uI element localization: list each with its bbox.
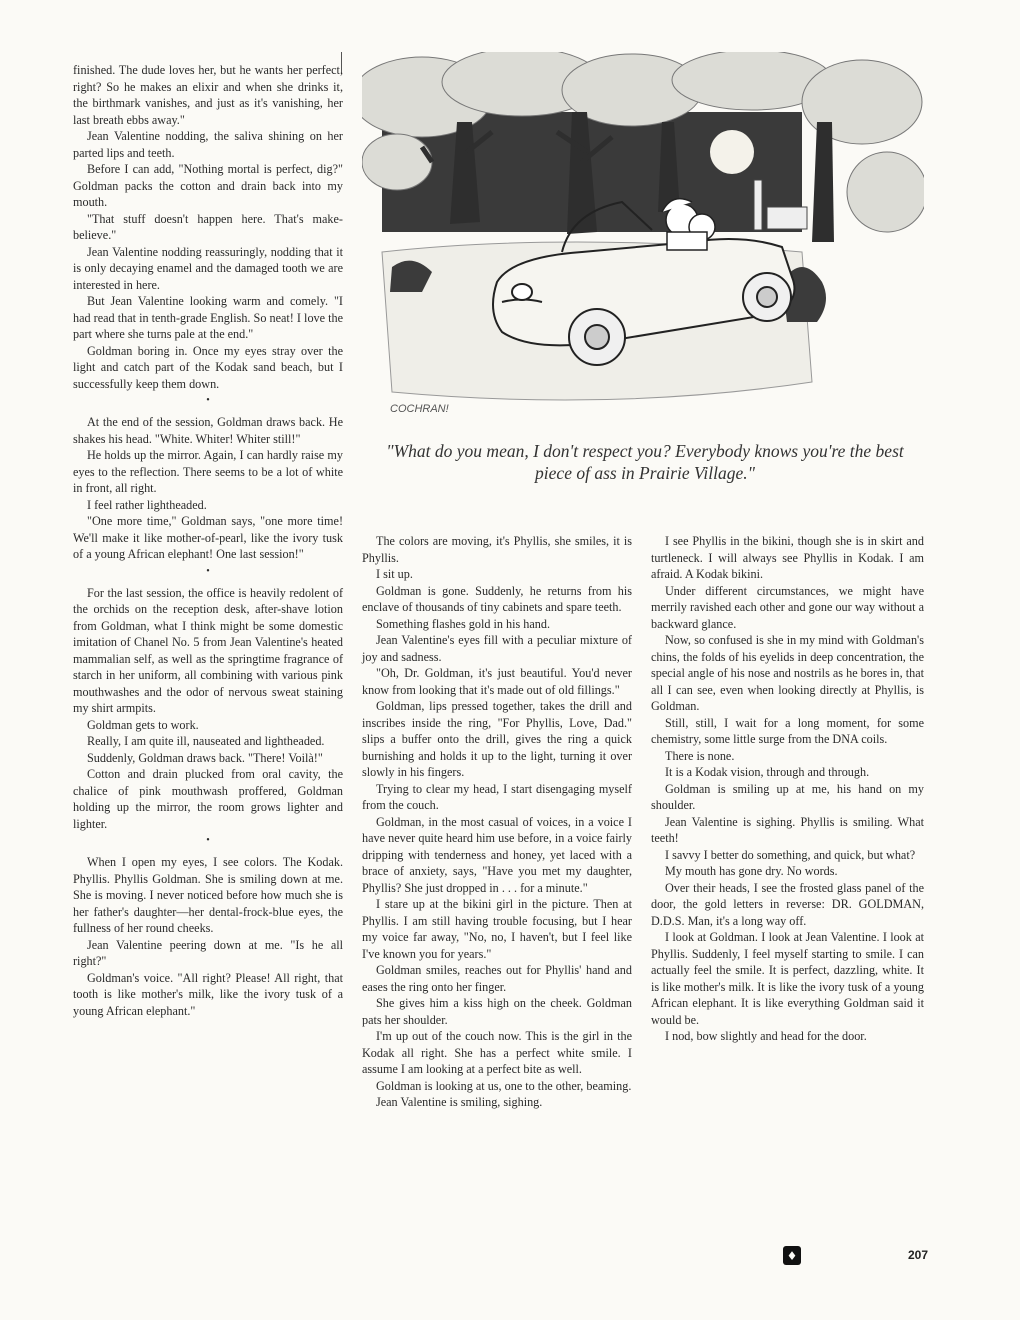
paragraph: Goldman's voice. "All right? Please! All right, that tooth is like mother's milk, like the ivory tusk of a young African elephant." (73, 970, 343, 1018)
paragraph: finished. The dude loves her, but he wants her perfect, right? So he makes an elixir and when she drinks it, the birthmark vanishes, and just as it's vanishing, her last breath ebbs away." (73, 63, 343, 127)
paragraph: Something flashes gold in his hand. (376, 616, 550, 631)
paragraph: "Oh, Dr. Goldman, it's just beautiful. You'd never know from looking that it's made out of old fillings." (362, 666, 632, 697)
page-number: 207 (908, 1248, 929, 1262)
moon-icon (710, 130, 754, 174)
paragraph: Goldman is smiling up at me, his hand on my shoulder. (651, 781, 924, 812)
paragraph: I feel rather lightheaded. (87, 497, 207, 512)
paragraph: Goldman smiles, reaches out for Phyllis' hand and eases the ring onto her finger. (362, 963, 632, 994)
paragraph: Under different circumstances, we might have merrily ravished each other and gone our way without a backward glance. (651, 583, 924, 631)
text-column-2 (362, 533, 632, 1111)
paragraph: Over their heads, I see the frosted glass panel of the door, the gold letters in reverse: DR. GOLDMAN, D.D.S. Man, it's a long way off. (651, 880, 924, 928)
paragraph: I savvy I better do something, and quick, but what? (665, 847, 916, 862)
paragraph: Goldman, in the most casual of voices, in a voice I have never quite heard him use before, in a voice fairly dripping with tenderness and honey, yet laced with a brace of anxiety, says, "Have you met my daughter, Phyllis? She just dropped in . . . for a minute." (362, 814, 632, 895)
rabbit-head-icon: ♦ (783, 1246, 801, 1265)
paragraph: He holds up the mirror. Again, I can hardly raise my eyes to the reflection. There seems to be a lot of white in front, all right. (73, 448, 343, 495)
paragraph: Before I can add, "Nothing mortal is perfect, dig?" Goldman packs the cotton and drain back into my mouth. (73, 162, 343, 209)
cartoonist-signature: COCHRAN! (390, 403, 449, 415)
paragraph: It is a Kodak vision, through and through. (665, 765, 870, 779)
paragraph: Jean Valentine peering down at me. "Is he all right?" (73, 937, 343, 968)
paragraph: Jean Valentine is smiling, sighing. (376, 1095, 543, 1109)
paragraph: I see Phyllis in the bikini, though she is in skirt and turtleneck. I will always see Phyllis in Kodak. I am afraid. A Kodak bikini. (651, 534, 924, 581)
paragraph: Still, still, I wait for a long moment, for some chemistry, some little surge from the DNA coils. (651, 715, 924, 746)
paragraph: I sit up. (376, 567, 413, 581)
paragraph: Goldman boring in. Once my eyes stray over the light and catch part of the Kodak sand beach, but I successfully keep them down. (73, 343, 343, 391)
paragraph: Suddenly, Goldman draws back. "There! Voilà!" (87, 750, 323, 765)
paragraph: She gives him a kiss high on the cheek. Goldman pats her shoulder. (362, 996, 632, 1027)
paragraph: Trying to clear my head, I start disengaging myself from the couch. (362, 781, 632, 812)
paragraph: But Jean Valentine looking warm and comely. "I had read that in tenth-grade English. So neat! I love the part where she turns pale at the end." (73, 294, 343, 341)
paragraph: Jean Valentine nodding reassuringly, nodding that it is only decaying enamel and the damaged tooth we are interested in here. (73, 244, 343, 292)
paragraph: My mouth has gone dry. No words. (665, 864, 838, 878)
paragraph: Really, I am quite ill, nauseated and lightheaded. (87, 734, 325, 748)
paragraph: Jean Valentine is sighing. Phyllis is smiling. What teeth! (651, 814, 924, 845)
paragraph: I'm up out of the couch now. This is the girl in the Kodak all right. She has a perfect white smile. I assume I am looking at a perfect bite as well. (362, 1029, 632, 1076)
paragraph: Goldman, lips pressed together, takes the drill and inscribes inside the ring, "For Phyllis, Love, Dad." slips a buffer onto the drill, gives the ring a quick burnishing and holds it up to the light, turning it over slowly in his fingers. (362, 699, 632, 779)
paragraph: I look at Goldman. I look at Jean Valentine. I look at Phyllis. Suddenly, I feel myself starting to smile. I can actually feel the smile. It is perfect, dazzling, white. It is like mother's milk. It is like the ivory tusk of a young African elephant. It is like everything Goldman said it would be. (651, 930, 924, 1027)
cartoon-illustration (362, 52, 924, 432)
paragraph: Jean Valentine's eyes fill with a peculiar mixture of joy and sadness. (362, 633, 632, 664)
paragraph: The colors are moving, it's Phyllis, she smiles, it is Phyllis. (362, 534, 632, 565)
paragraph: Cotton and drain plucked from oral cavity, the chalice of pink mouthwash proffered, Goldman holding up the mirror, the room grows lighter and lighter. (73, 767, 343, 831)
paragraph: Now, so confused is she in my mind with Goldman's chins, the folds of his eyelids in deep concentration, the special angle of his nose and nostrils as he bores in, that all I can see, even when looking directly at Phyllis, is Goldman. (651, 633, 924, 713)
text-column-1 (73, 62, 343, 1019)
text-column-3 (651, 533, 924, 1045)
paragraph: At the end of the session, Goldman draws back. He shakes his head. "White. Whiter! Whiter still!" (73, 415, 343, 446)
paragraph: "One more time," Goldman says, "one more time! We'll make it like mother-of-pearl, like the ivory tusk of a young African elephant! One last session!" (73, 514, 343, 561)
section-ornament: • (206, 565, 210, 577)
section-ornament: • (206, 395, 210, 406)
paragraph: Goldman is looking at us, one to the other, beaming. (376, 1078, 632, 1093)
section-ornament: • (206, 835, 210, 846)
paragraph: I nod, bow slightly and head for the door. (665, 1029, 867, 1043)
paragraph: For the last session, the office is heavily redolent of the orchids on the reception desk, after-shave lotion from Goldman, what I think might be some domestic imitation of Chanel No. 5 from Jean Valentine's heated mammalian self, as well as the springtime fragrance of starch in her uniform, all combining with various pink mouthwashes and the odor of nervous sweat staining my shirt armpits. (73, 585, 343, 715)
paragraph: When I open my eyes, I see colors. The Kodak. Phyllis. Phyllis Goldman. She is smiling down at me. She is moving. I never noticed before how much she is her father's daughter—her dental-frock-blue eyes, the fullness of her round cheeks. (73, 855, 343, 935)
paragraph: Jean Valentine nodding, the saliva shining on her parted lips and teeth. (73, 129, 343, 160)
paragraph: "That stuff doesn't happen here. That's make-believe." (73, 211, 343, 242)
paragraph: There is none. (665, 748, 735, 763)
paragraph: Goldman is gone. Suddenly, he returns from his enclave of thousands of tiny cabinets and spare teeth. (362, 583, 632, 614)
cartoon-caption: "What do you mean, I don't respect you? Everybody knows you're the best piece of ass in Prairie Village." (386, 441, 904, 483)
paragraph: I stare up at the bikini girl in the picture. Then at Phyllis. I am still having trouble focusing, but I hear my voice far away, "No, no, I haven't, but I feel like I've known you for years." (362, 897, 632, 961)
paragraph: Goldman gets to work. (87, 717, 199, 732)
